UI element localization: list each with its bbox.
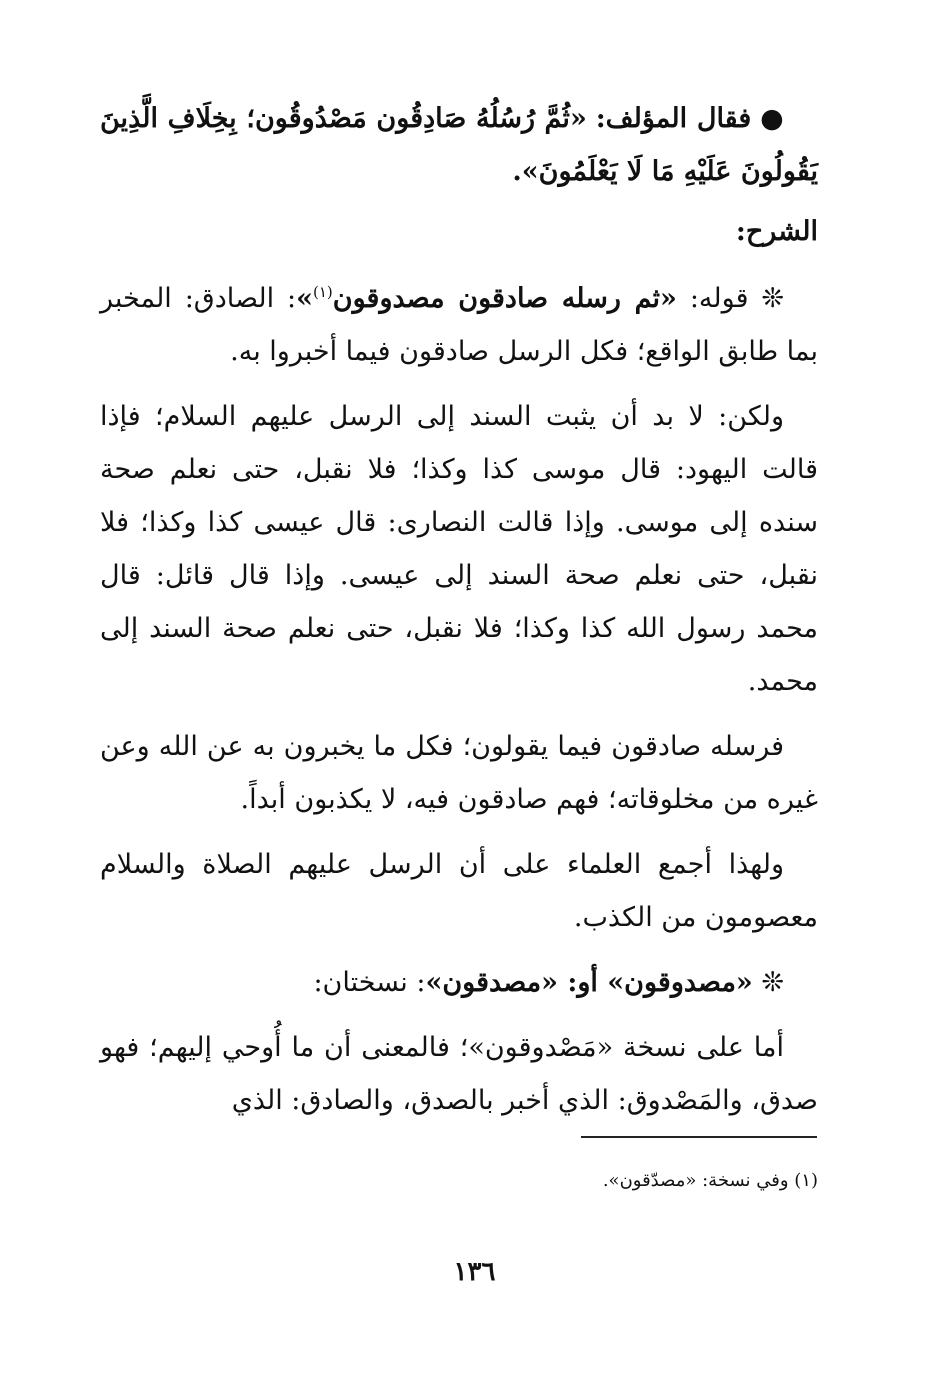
page-body (100, 92, 818, 1139)
paragraph-4: ولهذا أجمع العلماء على أن الرسل عليهم الصلاة والسلام معصومون من الكذب. (100, 849, 818, 933)
p1-quote-close: » (296, 283, 313, 314)
matn-paragraph (100, 92, 818, 198)
paragraph-6: أما على نسخة «مَصْدوقون»؛ فالمعنى أن ما أُوحي إليهم؛ فهو صدق، والمَصْدوق: الذي أخبر بالصدق، والصادق: الذي (100, 1032, 818, 1116)
paragraph-2: ولكن: لا بد أن يثبت السند إلى الرسل عليهم السلام؛ فإذا قالت اليهود: قال موسى كذا وكذا؛ فلا نقبل، حتى نعلم صحة سنده إلى موسى. وإذا قالت النصارى: قال عيسى كذا وكذا؛ فلا نقبل، حتى نعلم صحة السند إلى عيسى. وإذا قال قائل: قال محمد رسول الله كذا وكذا؛ فلا نقبل، حتى نعلم صحة السند إلى محمد. (100, 401, 818, 697)
p1-quote: «ثم رسله صادقون مصدوقون (332, 283, 677, 314)
footnote: (١) وفي نسخة: «مصدّقون». (602, 1170, 818, 1191)
sharh-heading: الشرح: (735, 216, 818, 247)
p5-bold-text: «مصدوقون» أو: «مصدقون» (425, 967, 753, 998)
footnote-ref[interactable]: (١) (312, 283, 333, 301)
bullet-icon: ● (760, 103, 784, 134)
footnote-separator (581, 1136, 817, 1138)
paragraph-5 (100, 956, 818, 1009)
paragraph-1 (100, 272, 818, 378)
p1-rest: : الصادق: المخبر بما طابق الواقع؛ فكل الرسل صادقون فيما أخبروا به. (100, 283, 818, 367)
star-icon: ❊ (761, 283, 784, 314)
p5-rest: : نسختان: (313, 967, 426, 998)
matn-quote: «ثُمَّ رُسُلُهُ صَادِقُون مَصْدُوقُون؛ بِخِلَافِ الَّذِينَ يَقُولُونَ عَلَيْهِ مَا لَا يَعْلَمُونَ». (100, 103, 818, 187)
qawluhu-label: قوله: (689, 283, 749, 314)
paragraph-3: فرسله صادقون فيما يقولون؛ فكل ما يخبرون به عن الله وعن غيره من مخلوقاته؛ فهم صادقون فيه، لا يكذبون أبداً. (100, 731, 818, 815)
star-icon: ❊ (761, 967, 784, 998)
page-number: ١٣٦ (453, 1257, 496, 1287)
author-label: فقال المؤلف: (595, 103, 752, 134)
